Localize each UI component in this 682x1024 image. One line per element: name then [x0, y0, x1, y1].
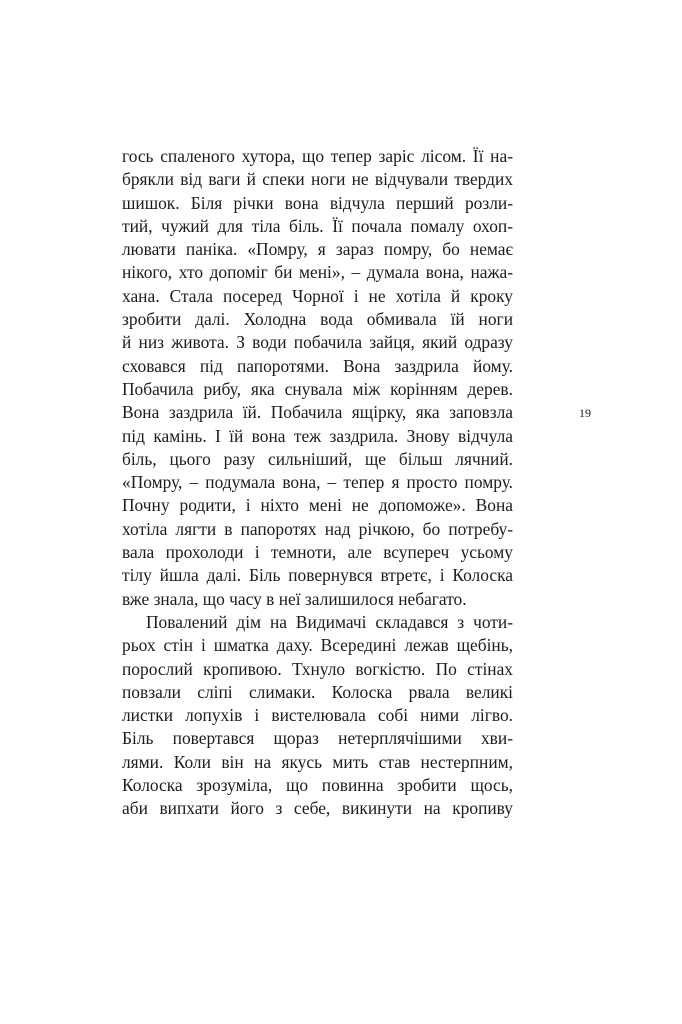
text-line: тий, чужий для тіла біль. Її почала помалу охоп- — [122, 215, 513, 236]
text-line: Побачила рибу, яка снувала між корінням дерев. — [122, 378, 513, 399]
text-line: лями. Коли він на якусь мить став нестерпним, — [122, 751, 513, 772]
text-line: повзали сліпі слимаки. Колоска рвала великі — [122, 681, 513, 702]
text-line: лювати паніка. «Помру, я зараз помру, бо немає — [122, 239, 513, 260]
body-text — [122, 145, 513, 821]
text-line: й низ живота. З води побачила зайця, який одразу — [122, 332, 513, 353]
text-line: зробити далі. Холодна вода обмивала їй ноги — [122, 309, 513, 330]
text-line: сховався під папоротями. Вона заздрила йому. — [122, 355, 513, 376]
text-line: під камінь. І їй вона теж заздрила. Знову відчула — [122, 425, 513, 446]
text-line: Почну родити, і ніхто мені не допоможе». Вона — [122, 495, 513, 516]
text-line: нікого, хто допоміг би мені», – думала вона, нажа- — [122, 262, 513, 283]
text-line: аби випхати його з себе, викинути на кропиву — [122, 798, 513, 819]
text-line: шишок. Біля річки вона відчула перший розли- — [122, 192, 513, 213]
text-line: рьох стін і шматка даху. Всередині лежав щебінь, — [122, 635, 513, 656]
text-line: біль, цього разу сильніший, ще більш лячний. — [122, 448, 513, 469]
text-line: хотіла лягти в папоротях над річкою, бо потребу- — [122, 518, 513, 539]
text-line: вала прохолоди і темноти, але всупереч усьому — [122, 542, 513, 563]
text-line: Біль повертався щораз нетерплячішими хви- — [122, 728, 513, 749]
text-line: хана. Стала посеред Чорної і не хотіла й кроку — [122, 285, 513, 306]
text-line: Вона заздрила їй. Побачила ящірку, яка заповзла — [122, 402, 513, 423]
page-number: 19 — [579, 406, 591, 420]
text-line: листки лопухів і вистелювала собі ними лігво. — [122, 705, 513, 726]
text-line: вже знала, що часу в неї залишилося небагато. — [122, 588, 467, 609]
text-line: тілу йшла далі. Біль повернувся втретє, і Колоска — [122, 565, 513, 586]
text-line: Повалений дім на Видимачі складався з чоти- — [146, 611, 513, 632]
text-line: «Помру, – подумала вона, – тепер я просто помру. — [122, 472, 513, 493]
text-line: гось спаленого хутора, що тепер заріс лісом. Її на- — [122, 146, 513, 166]
text-line: Колоска зрозуміла, що повинна зробити щось, — [122, 775, 513, 796]
text-line: брякли від ваги й спеки ноги не відчували твердих — [122, 169, 513, 190]
text-line: порослий кропивою. Тхнуло вогкістю. По стінах — [122, 658, 513, 679]
